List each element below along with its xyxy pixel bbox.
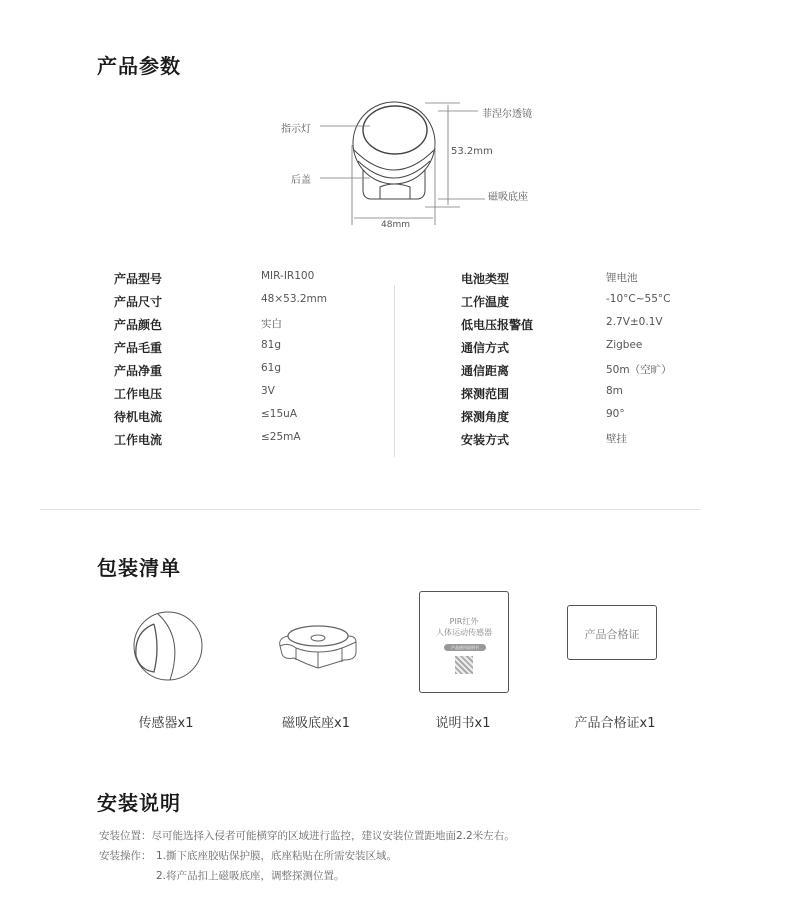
- package-caption: 磁吸底座x1: [282, 716, 350, 731]
- install-step-1: 1.撕下底座胶贴保护膜，底座粘贴在所需安装区域。: [156, 850, 398, 862]
- spec-label: 安装方式: [461, 433, 510, 447]
- spec-value: -10°C~55°C: [606, 293, 671, 305]
- qr-code-icon: [455, 656, 473, 674]
- install-operation: [99, 848, 397, 863]
- spec-value: ≤15uA: [261, 408, 297, 420]
- manual-line1: PIR红外: [449, 617, 479, 626]
- package-title: 包装清单: [97, 556, 181, 580]
- spec-row: [114, 362, 327, 385]
- spec-label: 通信方式: [461, 341, 510, 355]
- dimension-height: 53.2mm: [451, 146, 493, 157]
- spec-label: 探测范围: [461, 387, 510, 401]
- spec-value: 8m: [606, 385, 623, 397]
- spec-label: 产品型号: [114, 272, 163, 286]
- spec-row: [114, 408, 327, 431]
- spec-row: [461, 408, 672, 431]
- spec-row: [114, 385, 327, 408]
- install-title: 安装说明: [97, 791, 181, 815]
- manual-badge: [444, 644, 486, 651]
- spec-label: 产品净重: [114, 364, 163, 378]
- package-item-certificate: [567, 605, 657, 660]
- spec-label: 待机电流: [114, 410, 163, 424]
- package-caption: 说明书x1: [435, 716, 491, 731]
- section-divider: [40, 509, 700, 510]
- spec-row: [461, 339, 672, 362]
- spec-label: 工作电压: [114, 387, 163, 401]
- spec-value: 2.7V±0.1V: [606, 316, 663, 328]
- spec-value: ≤25mA: [261, 431, 301, 443]
- spec-value: 锂电池: [606, 272, 638, 284]
- manual-line2: 人体运动传感器: [436, 628, 492, 637]
- spec-value: 壁挂: [606, 433, 627, 445]
- spec-row: [461, 362, 672, 385]
- spec-row: [114, 316, 327, 339]
- diagram-label-base: 磁吸底座: [488, 192, 528, 203]
- spec-row: [461, 293, 672, 316]
- install-step-2: 2.将产品扣上磁吸底座，调整探测位置。: [156, 870, 345, 882]
- spec-table-left: [114, 270, 327, 454]
- package-item-sensor: [130, 608, 206, 688]
- package-caption: 传感器x1: [138, 716, 194, 731]
- spec-row: [461, 270, 672, 293]
- spec-value: MIR-IR100: [261, 270, 315, 282]
- spec-value: 50m（空旷）: [606, 364, 672, 376]
- package-caption: 产品合格证x1: [574, 716, 656, 731]
- spec-value: 48×53.2mm: [261, 293, 327, 305]
- spec-row: [114, 293, 327, 316]
- spec-value: Zigbee: [606, 339, 643, 351]
- spec-value: 3V: [261, 385, 275, 397]
- sensor-ball-icon: [130, 608, 206, 684]
- spec-value: 实白: [261, 318, 282, 330]
- manual-badge-text: 产品使用说明书: [451, 645, 479, 650]
- package-item-base: [276, 620, 360, 674]
- install-position-label: 安装位置：: [99, 830, 152, 842]
- diagram-label-back-cover: 后盖: [291, 175, 311, 186]
- spec-column-divider: [394, 285, 395, 457]
- spec-label: 产品颜色: [114, 318, 163, 332]
- install-operation-label: 安装操作：: [99, 850, 152, 862]
- spec-label: 工作电流: [114, 433, 163, 447]
- spec-row: [461, 316, 672, 339]
- spec-row: [114, 270, 327, 293]
- spec-label: 探测角度: [461, 410, 510, 424]
- diagram-label-indicator: 指示灯: [281, 124, 311, 135]
- spec-value: 90°: [606, 408, 625, 420]
- spec-row: [114, 431, 327, 454]
- spec-label: 工作温度: [461, 295, 510, 309]
- params-title: 产品参数: [97, 54, 181, 78]
- package-item-manual: [419, 591, 509, 693]
- spec-label: 产品毛重: [114, 341, 163, 355]
- magnetic-base-icon: [276, 620, 360, 670]
- spec-row: [461, 385, 672, 408]
- spec-label: 产品尺寸: [114, 295, 163, 309]
- spec-value: 81g: [261, 339, 282, 351]
- spec-row: [114, 339, 327, 362]
- diagram-label-lens: 菲涅尔透镜: [482, 109, 532, 120]
- install-position: [99, 828, 515, 843]
- spec-label: 通信距离: [461, 364, 510, 378]
- spec-row: [461, 431, 672, 454]
- spec-label: 电池类型: [461, 272, 510, 286]
- spec-label: 低电压报警值: [461, 318, 534, 332]
- spec-table-right: [461, 270, 672, 454]
- dimension-width: 48mm: [381, 220, 410, 230]
- spec-value: 61g: [261, 362, 282, 374]
- certificate-text: 产品合格证: [584, 628, 640, 641]
- install-position-text: 尽可能选择入侵者可能横穿的区域进行监控，建议安装位置距地面2.2米左右。: [151, 830, 515, 842]
